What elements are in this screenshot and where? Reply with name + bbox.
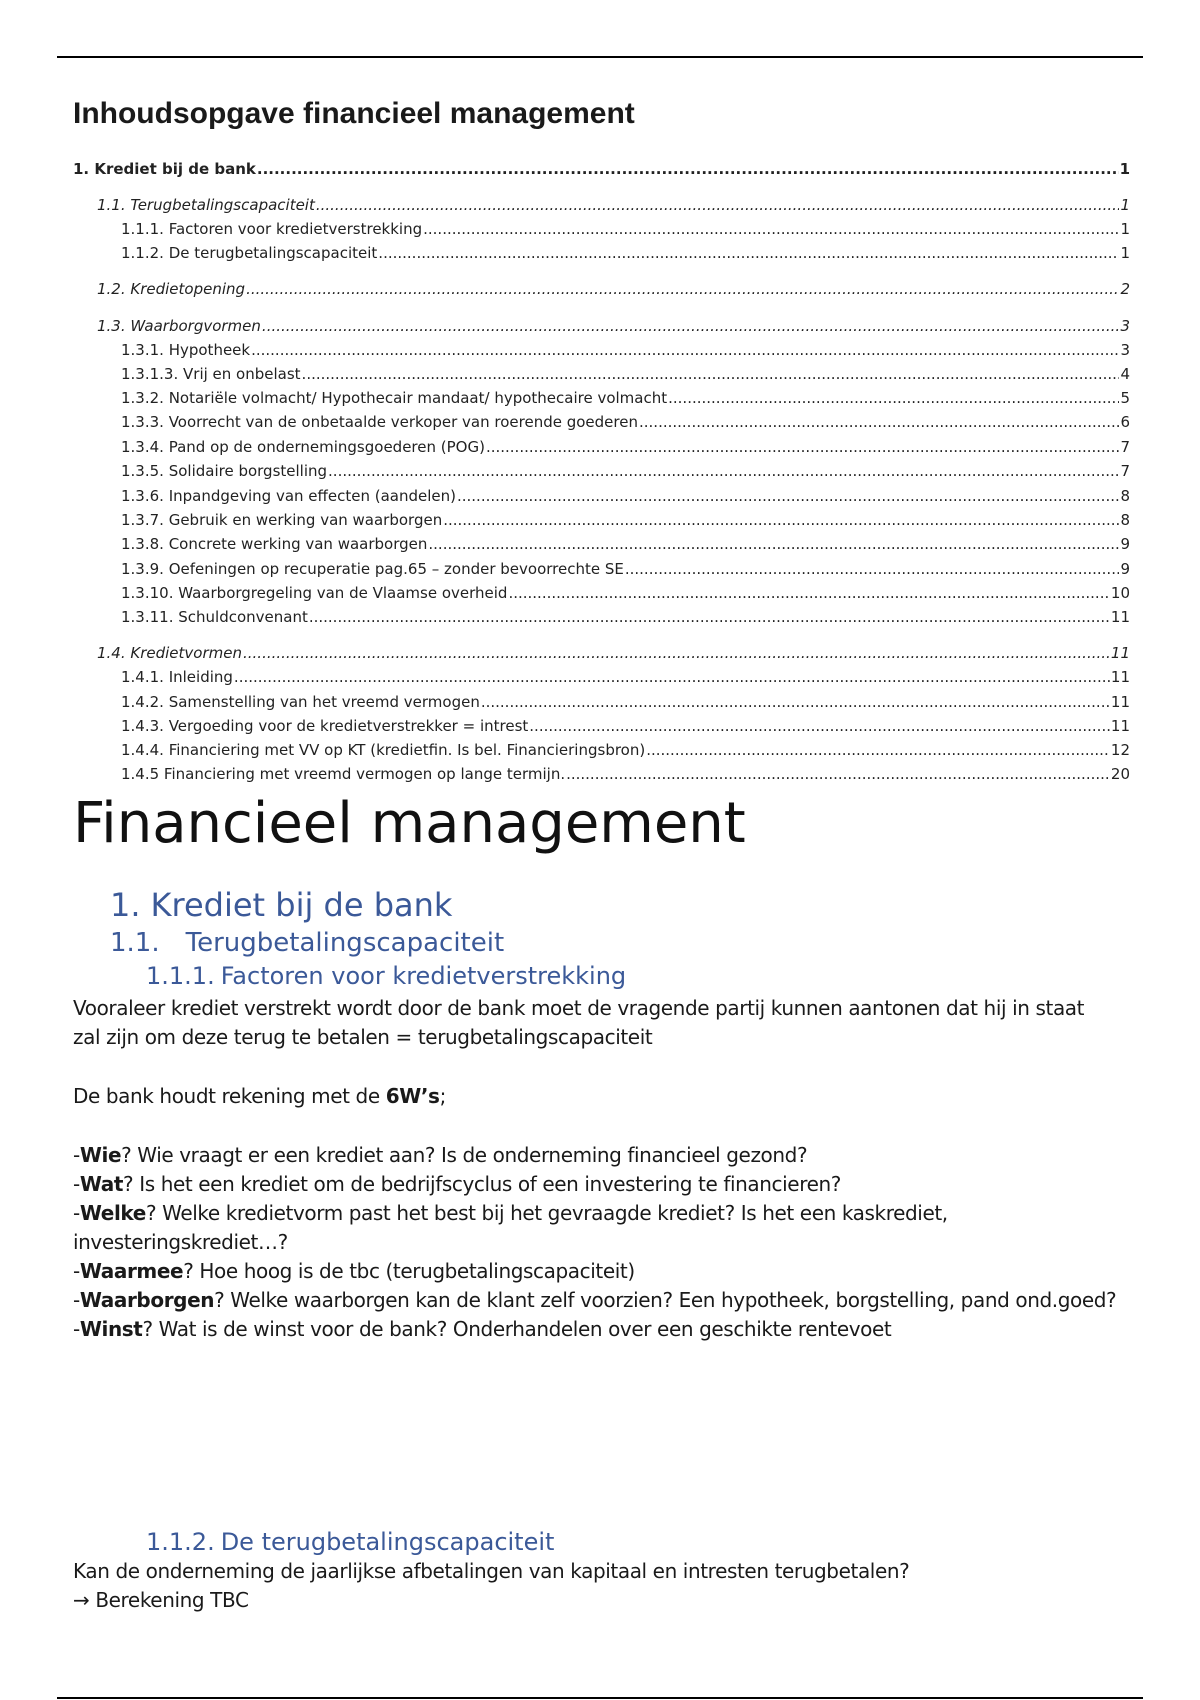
toc-entry-label: 1.4.5 Financiering met vreemd vermogen op lange termijn. [121,765,566,783]
toc-entry[interactable] [73,693,1130,711]
w-text: ? Wie vraagt er een krediet aan? Is de onderneming financieel gezond? [121,1143,808,1167]
toc-entry-page: 4 [1120,365,1130,383]
toc-entry[interactable] [73,560,1130,578]
toc-entry-label: 1.1.2. De terugbetalingscapaciteit [121,244,378,262]
toc-entry[interactable] [73,487,1130,505]
paragraph-6ws [73,1082,446,1111]
heading-1-1-1 [146,964,626,988]
w-key: Winst [79,1317,143,1341]
toc-entry-page: 7 [1120,462,1130,480]
document-title: Financieel management [73,791,746,856]
toc-entry-label: 1.1.1. Factoren voor kredietverstrekking [121,220,423,238]
toc-entry[interactable] [73,608,1130,626]
toc-entry[interactable] [73,741,1130,759]
toc-entry[interactable] [73,462,1130,480]
toc-entry-page: 3 [1120,341,1130,359]
toc-title: Inhoudsopgave financieel management [73,97,635,130]
toc-entry-label: 1.1. Terugbetalingscapaciteit [97,196,315,214]
toc-entry-label: 1. Krediet bij de bank [73,160,256,178]
toc-entry-page: 9 [1120,535,1130,553]
toc-entry[interactable] [73,717,1130,735]
toc-entry-page: 6 [1120,413,1130,431]
w-list-item: -Wat? Is het een krediet om de bedrijfscyclus of een investering te financieren? [73,1172,841,1196]
toc-entry-page: 1 [1120,220,1130,238]
toc-entry-page: 11 [1110,693,1130,711]
toc-entry-label: 1.3.1. Hypotheek [121,341,251,359]
toc-entry[interactable] [73,644,1130,662]
heading-number: 1.1.1. [146,962,215,990]
heading-1 [110,886,453,924]
w-text: ? Hoe hoog is de tbc (terugbetalingscapaciteit) [183,1259,635,1283]
w-key: Waarborgen [79,1288,215,1312]
w-list-item [73,1228,1116,1257]
toc-entry-label: 1.4.4. Financiering met VV op KT (kredietfin. Is bel. Financieringsbron) [121,741,646,759]
w-key: Waarmee [79,1259,184,1283]
toc-entry-page: 2 [1120,280,1130,298]
w-key: Wat [79,1172,124,1196]
toc-entry-page: 7 [1120,438,1130,456]
toc-entry[interactable] [73,160,1130,178]
toc-entry-label: 1.3.9. Oefeningen op recuperatie pag.65 – zonder bevoorrechte SE [121,560,624,578]
toc-entry-page: 11 [1110,608,1130,626]
toc-entry-label: 1.4.2. Samenstelling van het vreemd vermogen [121,693,480,711]
toc-entry[interactable] [73,365,1130,383]
toc-entry[interactable] [73,389,1130,407]
toc-entry-label: 1.3.1.3. Vrij en onbelast [121,365,301,383]
w-text: ? Welke kredietvorm past het best bij het gevraagde krediet? Is het een kaskrediet, [145,1201,948,1225]
toc-entry[interactable] [73,317,1130,335]
toc-entry-label: 1.3. Waarborgvormen [97,317,261,335]
heading-number: 1.1. [110,928,160,958]
heading-text: De terugbetalingscapaciteit [220,1528,555,1556]
w-text: investeringskrediet…? [73,1230,288,1254]
w-list-item: -Waarborgen? Welke waarborgen kan de klant zelf voorzien? Een hypotheek, borgstelling, pand ond.goed? [73,1288,1117,1312]
paragraph-text: ; [439,1084,446,1108]
toc-entry-label: 1.3.4. Pand op de ondernemingsgoederen (POG) [121,438,485,456]
toc-entry-label: 1.4.1. Inleiding [121,668,233,686]
w-text: ? Is het een krediet om de bedrijfscyclus of een investering te financieren? [123,1172,841,1196]
toc-entry[interactable] [73,511,1130,529]
paragraph-tbc-question: Kan de onderneming de jaarlijkse afbetalingen van kapitaal en intresten terugbetalen? [73,1559,910,1583]
heading-text: Terugbetalingscapaciteit [185,928,505,958]
toc-entry-page: 1 [1120,196,1130,214]
toc-entry[interactable] [73,765,1130,783]
toc-entry-label: 1.3.8. Concrete werking van waarborgen [121,535,428,553]
toc-entry[interactable] [73,413,1130,431]
toc-entry[interactable] [73,341,1130,359]
toc-entry-page: 5 [1120,389,1130,407]
toc-entry-page: 10 [1110,584,1130,602]
toc-entry[interactable] [73,584,1130,602]
w-list [73,1141,1116,1344]
paragraph-line: Vooraleer krediet verstrekt wordt door de bank moet de vragende partij kunnen aantonen dat hij in staat [73,996,1085,1020]
toc-entry-page: 8 [1120,511,1130,529]
toc-entry[interactable] [73,280,1130,298]
w-key: Welke [79,1201,146,1225]
heading-1-1-2 [146,1530,554,1554]
heading-text: Krediet bij de bank [150,886,453,924]
toc-entry-label: 1.3.10. Waarborgregeling van de Vlaamse overheid [121,584,508,602]
toc-entry[interactable] [73,668,1130,686]
toc-entry-page: 12 [1110,741,1130,759]
toc-entry[interactable] [73,535,1130,553]
paragraph-tbc-calc: → Berekening TBC [73,1588,249,1612]
toc-entry-page: 11 [1110,644,1130,662]
heading-text: Factoren voor kredietverstrekking [220,962,627,990]
toc-entry-page: 8 [1120,487,1130,505]
toc-entry-label: 1.3.3. Voorrecht van de onbetaalde verkoper van roerende goederen [121,413,638,431]
toc-entry-page: 3 [1120,317,1130,335]
toc-entry-page: 11 [1110,668,1130,686]
toc-entry-label: 1.3.11. Schuldconvenant [121,608,308,626]
toc-entry-label: 1.4.3. Vergoeding voor de kredietverstrekker = intrest [121,717,529,735]
toc-entry[interactable] [73,220,1130,238]
toc-entry-page: 1 [1120,244,1130,262]
w-text: ? Welke waarborgen kan de klant zelf voorzien? Een hypotheek, borgstelling, pand ond.goed? [214,1288,1117,1312]
paragraph-text: De bank houdt rekening met de [73,1084,386,1108]
toc-entry-page: 9 [1120,560,1130,578]
toc-entry[interactable] [73,438,1130,456]
w-key: Wie [79,1143,122,1167]
toc-entry-label: 1.3.2. Notariële volmacht/ Hypothecair mandaat/ hypothecaire volmacht [121,389,668,407]
heading-number: 1.1.2. [146,1528,215,1556]
top-rule [57,56,1143,58]
toc-entry-page: 1 [1119,160,1130,178]
heading-number: 1. [110,886,141,924]
paragraph-line: zal zijn om deze terug te betalen = terugbetalingscapaciteit [73,1025,653,1049]
toc-entry-label: 1.3.5. Solidaire borgstelling [121,462,328,480]
toc-entry-page: 11 [1110,717,1130,735]
toc-entry-label: 1.3.7. Gebruik en werking van waarborgen [121,511,443,529]
toc-entry-label: 1.4. Kredietvormen [97,644,242,662]
heading-1-1 [110,930,504,956]
w-list-item: -Waarmee? Hoe hoog is de tbc (terugbetalingscapaciteit) [73,1259,635,1283]
toc-entry[interactable] [73,244,1130,262]
toc-entry-label: 1.2. Kredietopening [97,280,246,298]
toc-entry[interactable] [73,196,1130,214]
toc-entry-label: 1.3.6. Inpandgeving van effecten (aandelen) [121,487,456,505]
w-text: ? Wat is de winst voor de bank? Onderhandelen over een geschikte rentevoet [142,1317,892,1341]
paragraph-bold: 6W’s [385,1084,440,1108]
bottom-rule [57,1697,1143,1699]
paragraph-intro [73,994,1084,1052]
w-list-item: -Wie? Wie vraagt er een krediet aan? Is de onderneming financieel gezond? [73,1143,808,1167]
w-list-item: -Welke? Welke kredietvorm past het best bij het gevraagde krediet? Is het een kaskrediet, [73,1201,948,1225]
toc-entry-page: 20 [1110,765,1130,783]
w-list-item: -Winst? Wat is de winst voor de bank? Onderhandelen over een geschikte rentevoet [73,1317,892,1341]
